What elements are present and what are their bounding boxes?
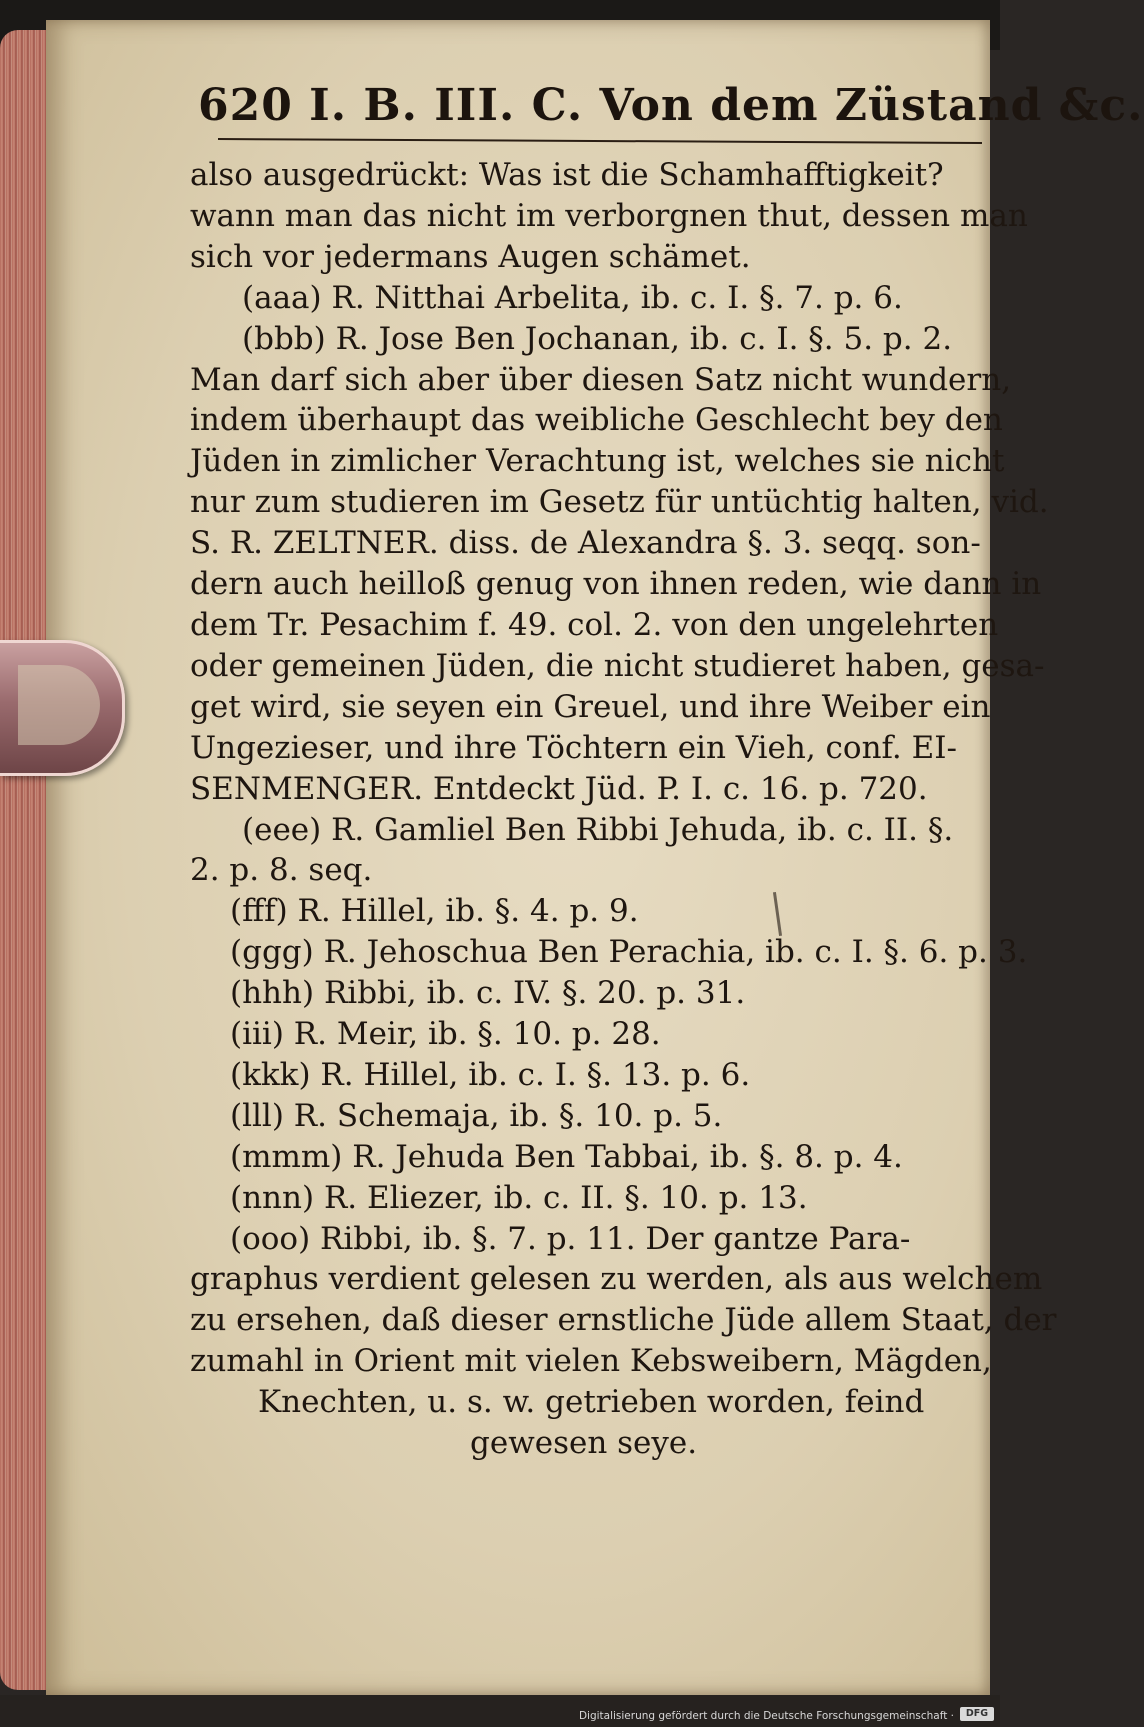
footnote-hhh: (hhh) Ribbi, ib. c. IV. §. 20. p. 31. [230,975,746,1012]
text-line: nur zum studieren im Gesetz für untüchtig halten, vid. [190,484,1049,521]
page-clip [0,640,125,776]
footnote-kkk: (kkk) R. Hillel, ib. c. I. §. 13. p. 6. [230,1056,751,1093]
footnote-fff: (fff) R. Hillel, ib. §. 4. p. 9. [230,893,639,930]
text-line: SENMENGER. Entdeckt Jüd. P. I. c. 16. p. 720. [190,770,928,807]
footnote-lll: (lll) R. Schemaja, ib. §. 10. p. 5. [230,1097,723,1134]
text-line: 2. p. 8. seq. [190,852,373,889]
text-line: graphus verdient gelesen zu werden, als aus welchem [190,1261,1043,1298]
footnote-mmm: (mmm) R. Jehuda Ben Tabbai, ib. §. 8. p. 4. [230,1138,903,1175]
text-line: dern auch heilloß genug von ihnen reden, wie dann in [190,566,1042,603]
footnote-nnn: (nnn) R. Eliezer, ib. c. II. §. 10. p. 13. [230,1179,808,1216]
text-line: oder gemeinen Jüden, die nicht studieret haben, gesa- [190,647,1045,684]
text-line: Ungezieser, und ihre Töchtern ein Vieh, conf. EI- [190,729,957,766]
page-body [190,155,1057,1464]
footnote-bbb: (bbb) R. Jose Ben Jochanan, ib. c. I. §. 5. p. 2. [242,320,953,357]
text-line: indem überhaupt das weibliche Geschlecht bey den [190,402,1003,439]
text-line: wann man das nicht im verborgnen thut, dessen man [190,197,1028,234]
footnote-iii: (iii) R. Meir, ib. §. 10. p. 28. [230,1016,661,1053]
text-line: gewesen seye. [470,1425,698,1462]
text-line: Knechten, u. s. w. getrieben worden, feind [258,1384,925,1421]
text-line: Man darf sich aber über diesen Satz nicht wundern, [190,361,1012,398]
clip-inner [18,665,100,745]
digitization-credit: Digitalisierung gefördert durch die Deutsche Forschungsgemeinschaft · [578,1710,954,1722]
text-line: zu ersehen, daß dieser ernstliche Jüde allem Staat, der [190,1302,1057,1339]
text-line: sich vor jedermans Augen schämet. [190,238,751,275]
page-header: 620 I. B. III. C. Von dem Züstand &c. [198,80,1144,131]
text-line: Jüden in zimlicher Verachtung ist, welches sie nicht [190,443,1005,480]
text-line: dem Tr. Pesachim f. 49. col. 2. von den ungelehrten [190,606,999,643]
dfg-logo: DFG [960,1707,994,1721]
footnote-ggg: (ggg) R. Jehoschua Ben Perachia, ib. c. I. §. 6. p. 3. [230,934,1028,971]
text-line: zumahl in Orient mit vielen Kebsweibern, Mägden, [190,1343,992,1380]
footnote-ooo: (ooo) Ribbi, ib. §. 7. p. 11. Der gantze Para- [230,1220,911,1257]
text-line: also ausgedrückt: Was ist die Schamhafftigkeit? [190,157,944,193]
footnote-eee: (eee) R. Gamliel Ben Ribbi Jehuda, ib. c. II. §. [242,811,954,848]
text-line: S. R. ZELTNER. diss. de Alexandra §. 3. seqq. son- [190,525,981,562]
text-line: get wird, sie seyen ein Greuel, und ihre Weiber ein [190,688,991,725]
footnote-aaa: (aaa) R. Nitthai Arbelita, ib. c. I. §. 7. p. 6. [242,279,903,316]
